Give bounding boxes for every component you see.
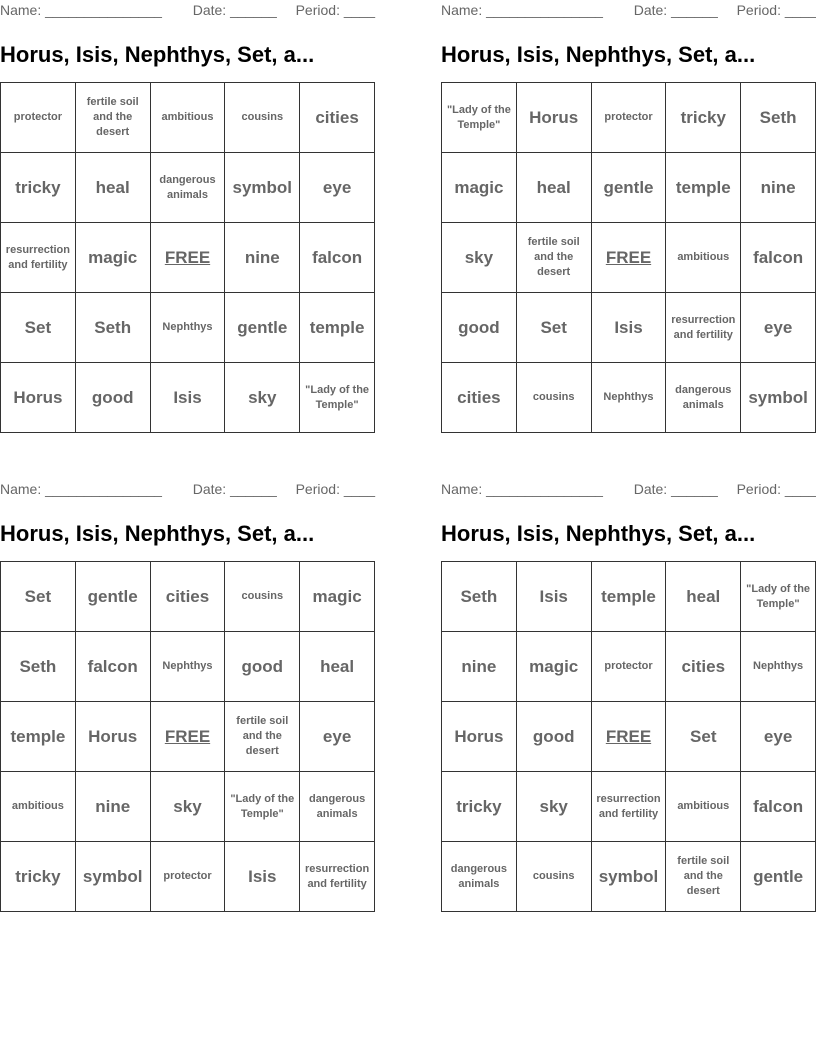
bingo-cell[interactable]: nine [225, 223, 300, 293]
bingo-cell[interactable]: nine [76, 772, 151, 842]
bingo-cell[interactable]: Seth [741, 83, 816, 153]
bingo-cell[interactable]: symbol [592, 842, 667, 912]
bingo-cell[interactable]: dangerous animals [300, 772, 375, 842]
bingo-cell[interactable]: sky [151, 772, 226, 842]
bingo-cell[interactable]: Set [1, 562, 76, 632]
bingo-cell[interactable]: tricky [1, 153, 76, 223]
name-field[interactable]: Name: _______________ [0, 481, 162, 497]
bingo-cell[interactable]: temple [666, 153, 741, 223]
bingo-cell[interactable]: symbol [741, 363, 816, 433]
bingo-cell[interactable]: protector [592, 83, 667, 153]
bingo-cell[interactable]: ambitious [1, 772, 76, 842]
bingo-cell[interactable]: cousins [225, 562, 300, 632]
bingo-grid [441, 82, 816, 433]
bingo-cell[interactable]: cousins [517, 363, 592, 433]
bingo-cell[interactable]: sky [517, 772, 592, 842]
bingo-cell[interactable]: Nephthys [151, 293, 226, 363]
bingo-cell[interactable]: temple [300, 293, 375, 363]
bingo-cell[interactable]: ambitious [151, 83, 226, 153]
bingo-cell[interactable]: dangerous animals [666, 363, 741, 433]
bingo-cell[interactable]: nine [442, 632, 517, 702]
bingo-cell[interactable]: Isis [517, 562, 592, 632]
bingo-cell[interactable]: protector [592, 632, 667, 702]
bingo-cell[interactable]: resurrection and fertility [666, 293, 741, 363]
bingo-cell[interactable]: tricky [442, 772, 517, 842]
bingo-grid [441, 561, 816, 912]
bingo-cell[interactable]: nine [741, 153, 816, 223]
student-info-line [0, 478, 375, 500]
bingo-cell[interactable]: "Lady of the Temple" [225, 772, 300, 842]
bingo-cell[interactable]: resurrection and fertility [592, 772, 667, 842]
bingo-cell[interactable]: magic [442, 153, 517, 223]
date-field[interactable]: Date: ______ [192, 2, 277, 18]
bingo-cell[interactable]: Set [1, 293, 76, 363]
bingo-cell[interactable]: heal [300, 632, 375, 702]
bingo-cell[interactable]: dangerous animals [442, 842, 517, 912]
bingo-cell[interactable]: symbol [225, 153, 300, 223]
period-field[interactable]: Period: ____ [736, 2, 816, 18]
bingo-cell[interactable]: eye [741, 293, 816, 363]
bingo-cell[interactable]: tricky [666, 83, 741, 153]
bingo-cell[interactable]: Set [517, 293, 592, 363]
period-field[interactable]: Period: ____ [295, 481, 375, 497]
bingo-cell[interactable]: heal [666, 562, 741, 632]
bingo-cell[interactable]: temple [1, 702, 76, 772]
bingo-card-3 [0, 479, 375, 912]
date-field[interactable]: Date: ______ [633, 481, 718, 497]
bingo-cell[interactable]: falcon [300, 223, 375, 293]
student-info-line [441, 0, 816, 21]
free-space[interactable]: FREE [151, 702, 226, 772]
bingo-cell[interactable]: fertile soil and the desert [517, 223, 592, 293]
bingo-cell[interactable]: cities [442, 363, 517, 433]
bingo-cell[interactable]: symbol [76, 842, 151, 912]
period-field[interactable]: Period: ____ [295, 2, 375, 18]
bingo-cell[interactable]: gentle [225, 293, 300, 363]
bingo-cell[interactable]: tricky [1, 842, 76, 912]
free-space[interactable]: FREE [592, 702, 667, 772]
bingo-cell[interactable]: sky [225, 363, 300, 433]
bingo-cell[interactable]: Isis [151, 363, 226, 433]
bingo-cell[interactable]: Horus [1, 363, 76, 433]
bingo-cell[interactable]: cousins [225, 83, 300, 153]
bingo-cell[interactable]: Isis [225, 842, 300, 912]
bingo-cell[interactable]: Nephthys [151, 632, 226, 702]
date-field[interactable]: Date: ______ [192, 481, 277, 497]
bingo-cell[interactable]: falcon [741, 772, 816, 842]
bingo-grid [0, 561, 375, 912]
bingo-cell[interactable]: good [225, 632, 300, 702]
bingo-cell[interactable]: protector [151, 842, 226, 912]
bingo-cell[interactable]: Seth [76, 293, 151, 363]
bingo-card-4 [441, 479, 816, 912]
bingo-cell[interactable]: eye [300, 702, 375, 772]
period-field[interactable]: Period: ____ [736, 481, 816, 497]
bingo-cell[interactable]: "Lady of the Temple" [300, 363, 375, 433]
bingo-cell[interactable]: "Lady of the Temple" [442, 83, 517, 153]
bingo-cell[interactable]: eye [300, 153, 375, 223]
bingo-cell[interactable]: falcon [741, 223, 816, 293]
bingo-cell[interactable]: falcon [76, 632, 151, 702]
bingo-cell[interactable]: protector [1, 83, 76, 153]
student-info-line [0, 0, 375, 21]
bingo-card-2 [441, 0, 816, 433]
bingo-cell[interactable]: cities [666, 632, 741, 702]
bingo-cell[interactable]: Horus [442, 702, 517, 772]
bingo-cell[interactable]: sky [442, 223, 517, 293]
free-space[interactable]: FREE [592, 223, 667, 293]
bingo-cell[interactable]: eye [741, 702, 816, 772]
bingo-grid [0, 82, 375, 433]
card-title: Horus, Isis, Nephthys, Set, a... [0, 521, 315, 546]
bingo-cell[interactable]: ambitious [666, 772, 741, 842]
bingo-cell[interactable]: cities [151, 562, 226, 632]
date-field[interactable]: Date: ______ [633, 2, 718, 18]
bingo-cell[interactable]: fertile soil and the desert [225, 702, 300, 772]
bingo-cell[interactable]: magic [300, 562, 375, 632]
bingo-cell[interactable]: heal [76, 153, 151, 223]
bingo-cell[interactable]: cousins [517, 842, 592, 912]
card-title: Horus, Isis, Nephthys, Set, a... [0, 42, 315, 67]
bingo-cell[interactable]: Seth [1, 632, 76, 702]
bingo-cell[interactable]: cities [300, 83, 375, 153]
bingo-cell[interactable]: magic [517, 632, 592, 702]
student-info-line [441, 478, 816, 500]
bingo-cell[interactable]: fertile soil and the desert [76, 83, 151, 153]
name-field[interactable]: Name: _______________ [0, 2, 162, 18]
bingo-cell[interactable]: gentle [592, 153, 667, 223]
bingo-cell[interactable]: resurrection and fertility [1, 223, 76, 293]
bingo-cell[interactable]: Seth [442, 562, 517, 632]
name-field[interactable]: Name: _______________ [441, 481, 603, 497]
bingo-cell[interactable]: gentle [76, 562, 151, 632]
bingo-cell[interactable]: Isis [592, 293, 667, 363]
card-title: Horus, Isis, Nephthys, Set, a... [441, 521, 756, 546]
name-field[interactable]: Name: _______________ [441, 2, 603, 18]
bingo-cell[interactable]: good [517, 702, 592, 772]
bingo-cell[interactable]: Nephthys [592, 363, 667, 433]
bingo-cell[interactable]: Horus [76, 702, 151, 772]
bingo-cell[interactable]: Set [666, 702, 741, 772]
bingo-card-1 [0, 0, 375, 433]
bingo-cell[interactable]: resurrection and fertility [300, 842, 375, 912]
bingo-cell[interactable]: heal [517, 153, 592, 223]
bingo-cell[interactable]: magic [76, 223, 151, 293]
bingo-cell[interactable]: Horus [517, 83, 592, 153]
bingo-cell[interactable]: ambitious [666, 223, 741, 293]
bingo-cell[interactable]: fertile soil and the desert [666, 842, 741, 912]
bingo-cell[interactable]: Nephthys [741, 632, 816, 702]
bingo-cell[interactable]: good [442, 293, 517, 363]
bingo-cell[interactable]: temple [592, 562, 667, 632]
bingo-cell[interactable]: good [76, 363, 151, 433]
card-title: Horus, Isis, Nephthys, Set, a... [441, 42, 756, 67]
bingo-cell[interactable]: "Lady of the Temple" [741, 562, 816, 632]
bingo-cell[interactable]: dangerous animals [151, 153, 226, 223]
bingo-cell[interactable]: gentle [741, 842, 816, 912]
free-space[interactable]: FREE [151, 223, 226, 293]
